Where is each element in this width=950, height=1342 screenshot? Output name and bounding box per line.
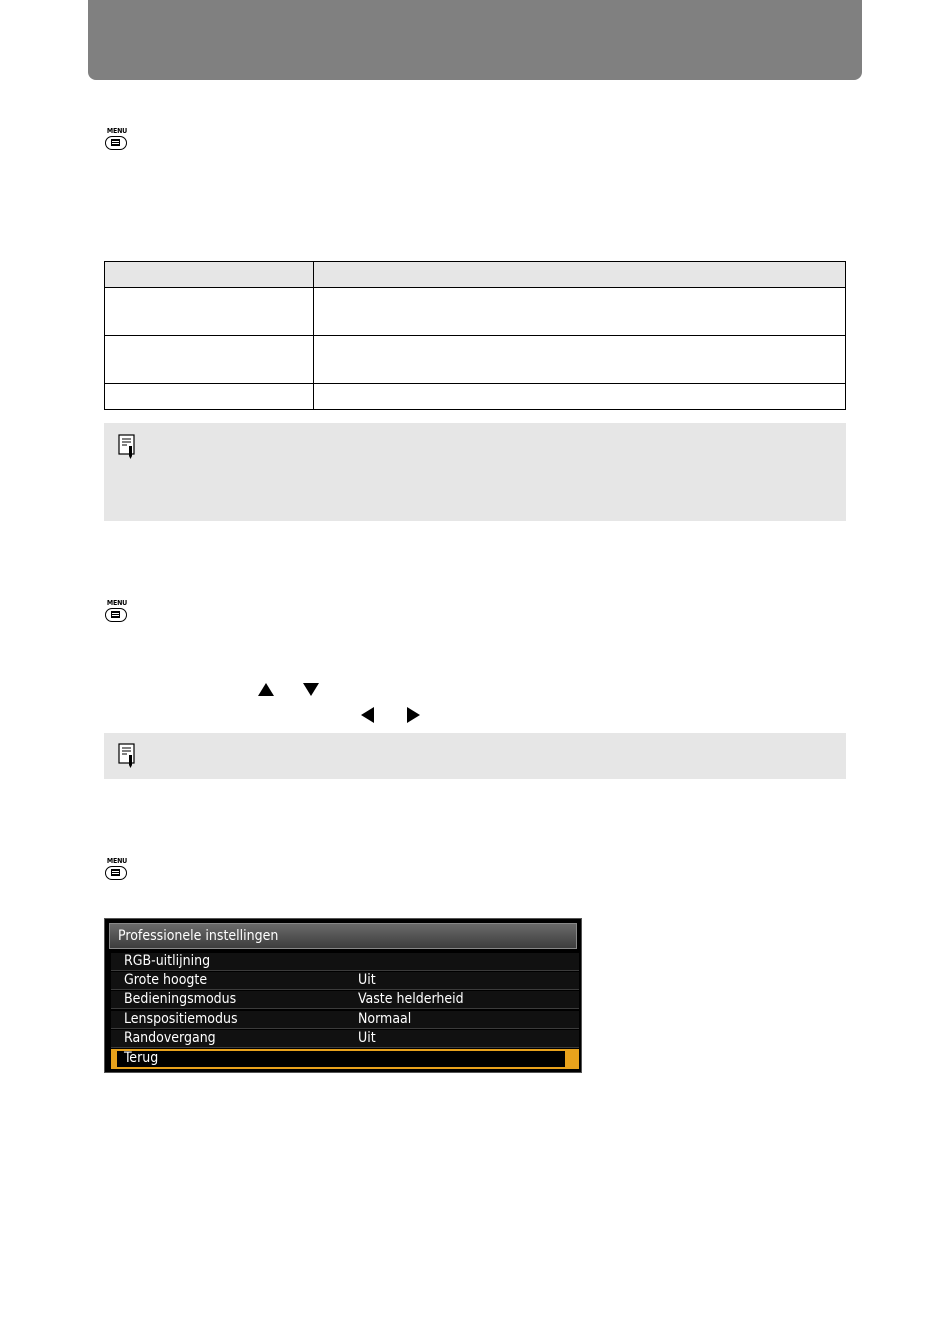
settings-table [104, 261, 846, 410]
note-pencil-icon [118, 434, 136, 460]
osd-menu-item-value: Vaste helderheid [358, 991, 464, 1007]
down-arrow-icon [303, 683, 319, 696]
osd-menu-item-grote-hoogte[interactable] [111, 972, 579, 990]
osd-menu-item-bedieningsmodus[interactable] [111, 991, 579, 1009]
osd-menu-item-label: Bedieningsmodus [124, 991, 237, 1007]
table-header-row [105, 262, 846, 288]
menu-button-icon [103, 127, 131, 155]
osd-menu-item-label: Terug [124, 1050, 159, 1066]
osd-menu-item-value: Normaal [358, 1011, 412, 1027]
osd-menu-item-label: Grote hoogte [124, 972, 208, 988]
menu-icon-button-shape [105, 866, 127, 880]
osd-menu-screenshot [104, 918, 582, 1073]
osd-menu-item-terug[interactable] [111, 1049, 579, 1069]
menu-button-icon [103, 599, 131, 627]
osd-menu-item-value: Uit [358, 972, 376, 988]
table-header-cell [105, 262, 314, 288]
menu-button-icon [103, 857, 131, 885]
table-cell [105, 384, 314, 410]
chapter-header-bar [88, 0, 862, 80]
note-pencil-icon [118, 743, 136, 769]
menu-icon-button-shape [105, 136, 127, 150]
osd-menu-item-label: Lenspositiemodus [124, 1011, 238, 1027]
note-box [104, 733, 846, 779]
table-header-cell [314, 262, 846, 288]
osd-menu-title: Professionele instellingen [109, 923, 577, 949]
table-cell [105, 288, 314, 336]
osd-menu-item-label: RGB-uitlijning [124, 953, 211, 969]
osd-menu-item-lenspositiemodus[interactable] [111, 1011, 579, 1029]
table-row [105, 336, 846, 384]
osd-menu-item-value: Uit [358, 1030, 376, 1046]
menu-icon-label: MENU [106, 857, 128, 865]
up-arrow-icon [258, 683, 274, 696]
osd-menu-item-randovergang[interactable] [111, 1030, 579, 1048]
left-arrow-icon [361, 707, 374, 723]
menu-icon-label: MENU [106, 127, 128, 135]
table-cell [314, 336, 846, 384]
menu-icon-button-shape [105, 608, 127, 622]
table-row [105, 288, 846, 336]
table-cell [105, 336, 314, 384]
table-cell [314, 288, 846, 336]
osd-menu-item-label: Randovergang [124, 1030, 216, 1046]
table-cell [314, 384, 846, 410]
menu-icon-label: MENU [106, 599, 128, 607]
table-row [105, 384, 846, 410]
note-box [104, 423, 846, 521]
right-arrow-icon [407, 707, 420, 723]
osd-menu-item-rgb-uitlijning[interactable] [111, 953, 579, 971]
